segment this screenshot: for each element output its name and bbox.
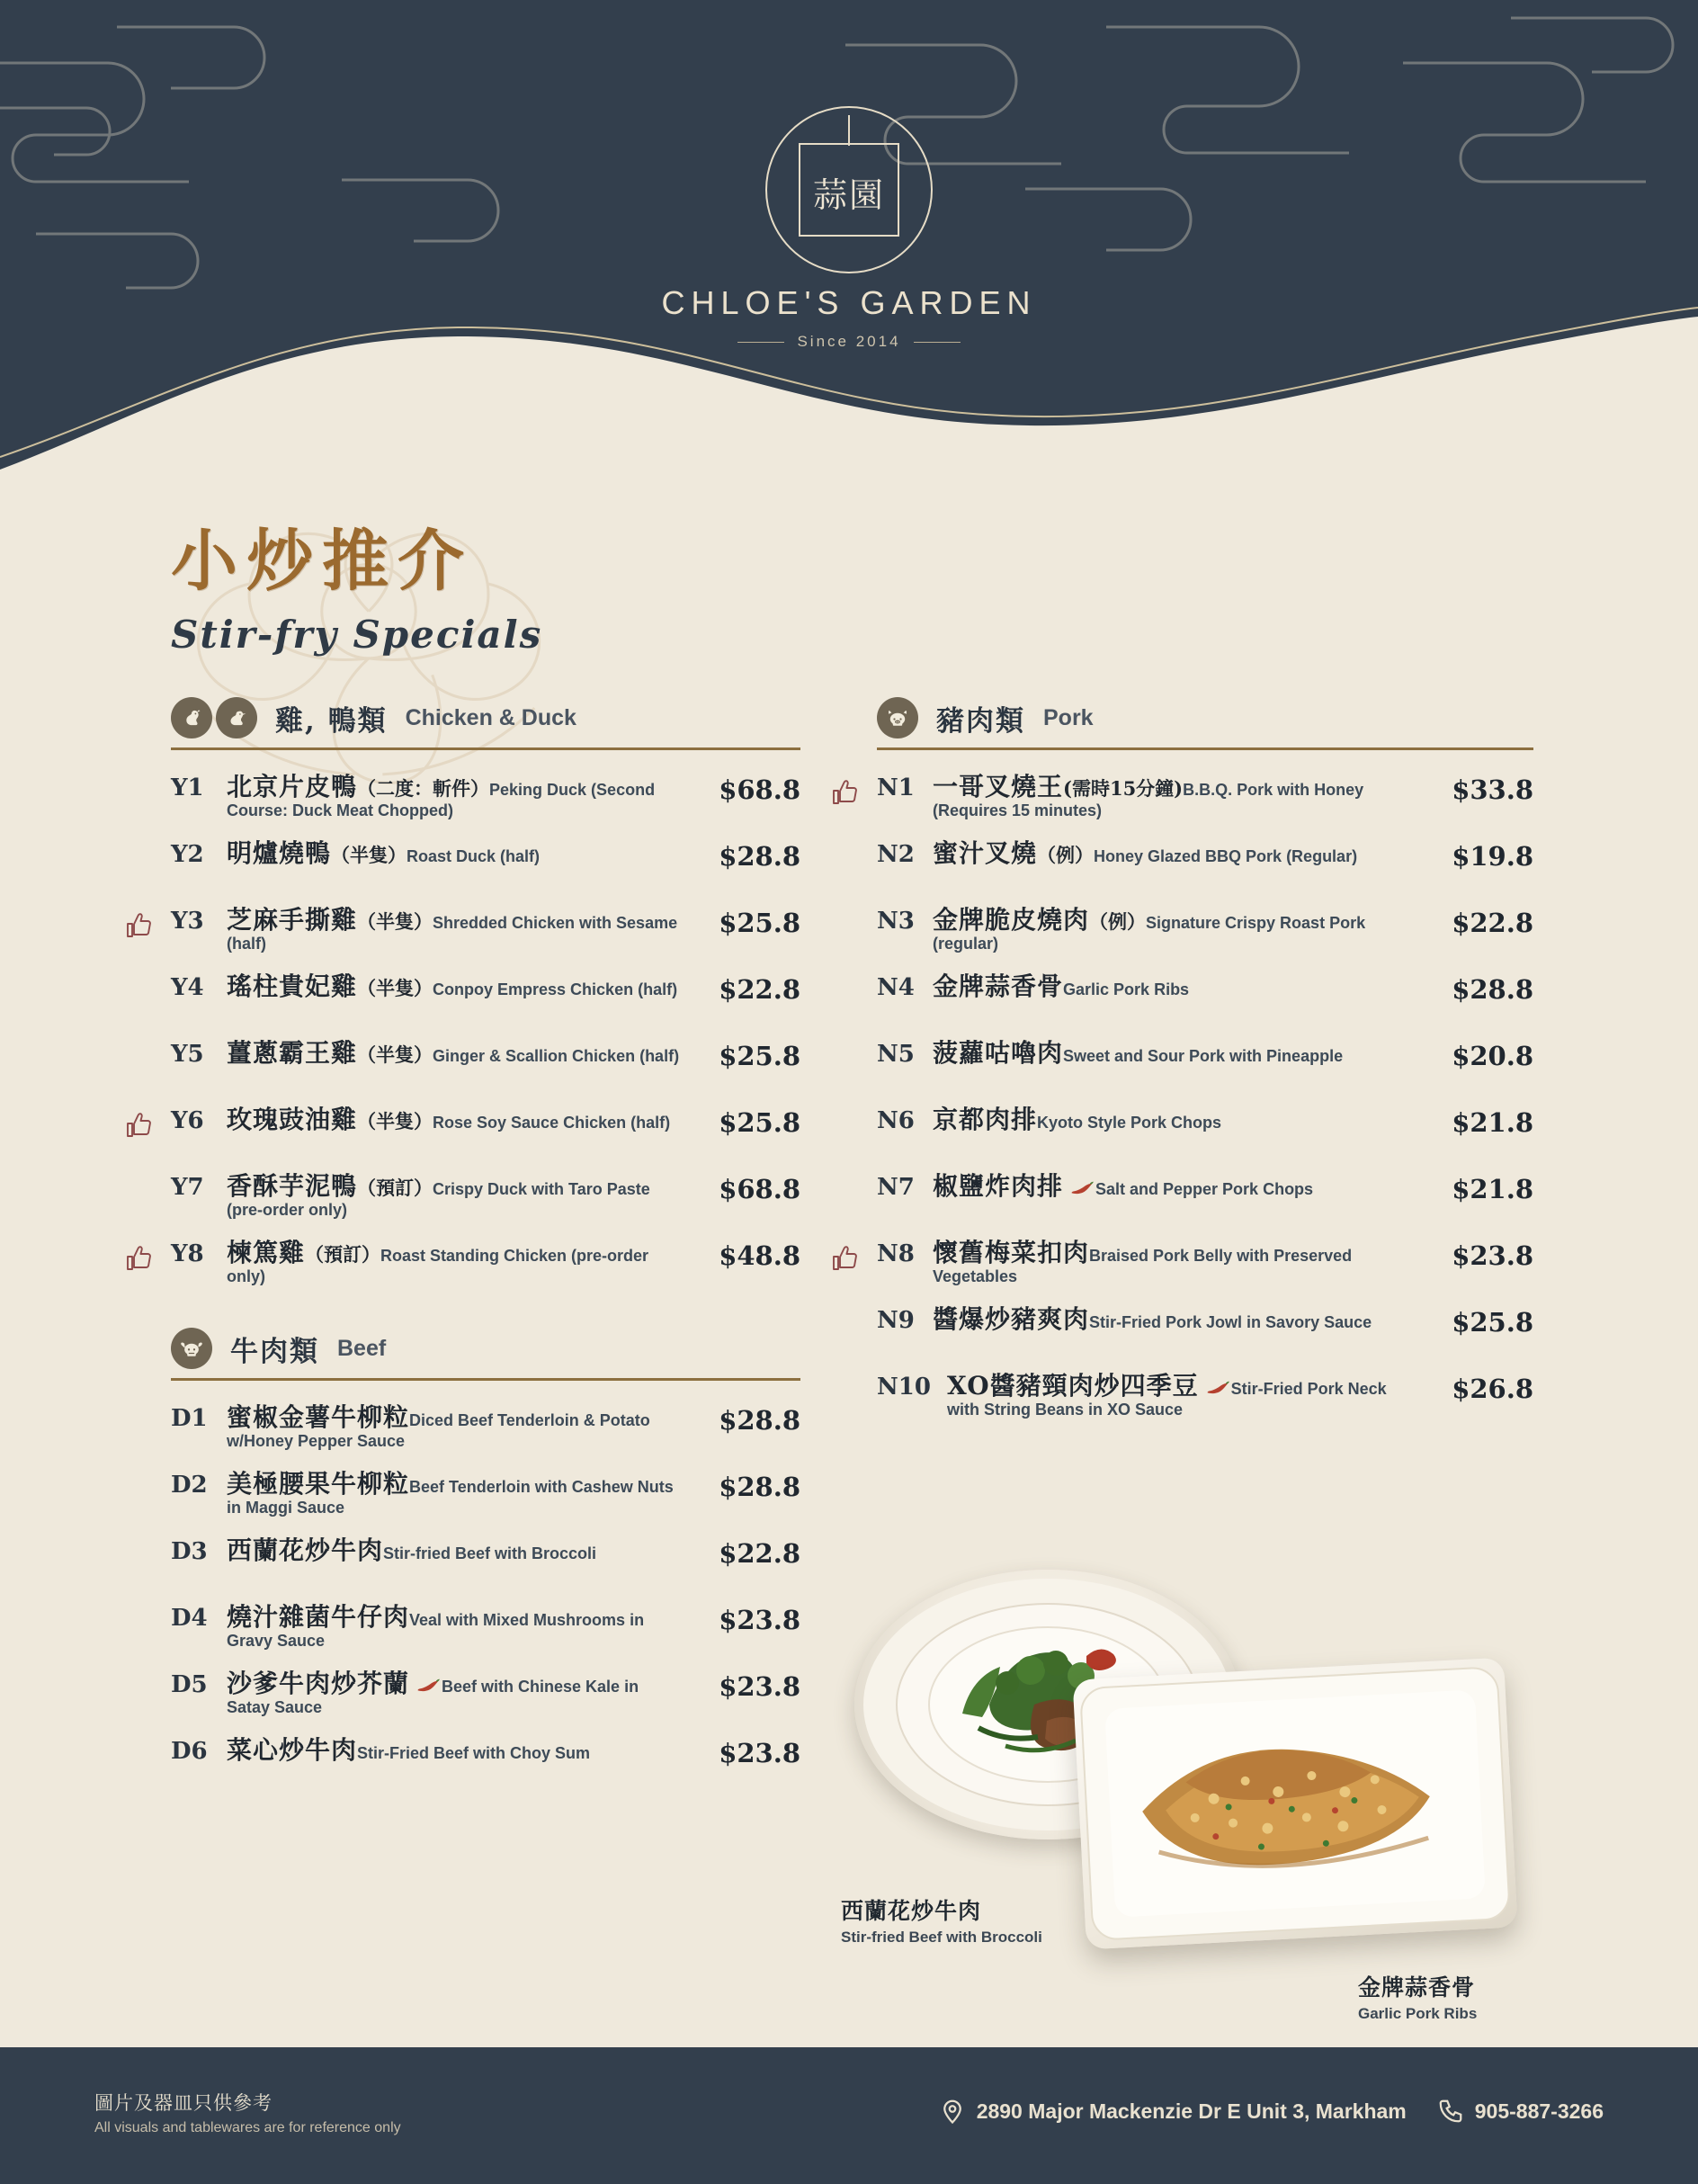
item-code: N9 <box>877 1307 915 1334</box>
menu-item[interactable] <box>877 1231 1533 1297</box>
item-code: Y1 <box>171 774 204 801</box>
item-names <box>227 1039 694 1068</box>
item-names <box>227 1403 694 1452</box>
section-pork <box>877 697 1533 1430</box>
item-price: $28.8 <box>719 1405 800 1436</box>
item-name-cn: 美極腰果牛柳粒 <box>227 1469 410 1499</box>
item-code: D1 <box>171 1405 208 1432</box>
section-title-cn: 豬肉類 <box>936 704 1025 738</box>
item-code: N3 <box>877 908 915 935</box>
item-names <box>933 773 1427 821</box>
item-price: $28.8 <box>719 1472 800 1502</box>
logo-icon <box>765 106 933 273</box>
item-price: $23.8 <box>719 1671 800 1702</box>
item-name-en: Diced Beef Tenderloin & Potato w/Honey Pepper Sauce <box>227 1411 650 1451</box>
phone-icon <box>1437 2098 1464 2125</box>
caption-cn: 金牌蒜香骨 <box>1358 1974 1476 2001</box>
menu-item[interactable] <box>171 1031 800 1097</box>
item-names <box>933 1105 1427 1134</box>
item-code: D4 <box>171 1605 208 1632</box>
item-name-en: Crispy Duck with Taro Paste (pre-order only) <box>227 1180 650 1220</box>
spicy-chili-icon <box>1068 1180 1095 1196</box>
menu-item[interactable] <box>171 1528 800 1595</box>
item-name-en: Beef Tenderloin with Cashew Nuts in Maggi Sauce <box>227 1478 674 1517</box>
item-price: $33.8 <box>1452 774 1533 805</box>
item-name-en: B.B.Q. Pork with Honey (Requires 15 minutes) <box>933 781 1364 820</box>
menu-header <box>0 0 1698 477</box>
item-name-cn: 楝篤雞（預訂） <box>227 1238 381 1267</box>
brand-block <box>0 106 1698 351</box>
item-price: $26.8 <box>1452 1374 1533 1404</box>
item-name-cn: 蜜椒金薯牛柳粒 <box>227 1402 410 1432</box>
menu-item[interactable] <box>171 1097 800 1164</box>
item-name-cn: 菜心炒牛肉 <box>227 1735 358 1765</box>
section-header <box>171 697 800 747</box>
item-names <box>227 1669 694 1718</box>
item-name-cn: 薑蔥霸王雞（半隻） <box>227 1038 433 1068</box>
item-price: $19.8 <box>1452 841 1533 872</box>
item-code: Y4 <box>171 974 204 1001</box>
item-names <box>227 1603 694 1651</box>
logo-glyph: 蒜園 <box>799 143 899 237</box>
left-column <box>171 697 800 1795</box>
menu-item[interactable] <box>171 1462 800 1528</box>
item-name-cn: XO醬豬頸肉炒四季豆 <box>947 1371 1231 1401</box>
item-name-cn: 京都肉排 <box>933 1105 1038 1134</box>
item-name-en: Veal with Mixed Mushrooms in Gravy Sauce <box>227 1611 645 1651</box>
item-name-cn: 燒汁雜菌牛仔肉 <box>227 1602 410 1632</box>
broccoli-beef-caption <box>841 1893 1042 1947</box>
item-names <box>933 1172 1427 1201</box>
caption-cn: 西蘭花炒牛肉 <box>841 1898 982 1924</box>
item-name-cn: 瑤柱貴妃雞（半隻） <box>227 971 433 1001</box>
menu-footer <box>0 2047 1698 2184</box>
item-code: D2 <box>171 1472 208 1499</box>
item-names <box>933 1039 1427 1068</box>
item-price: $23.8 <box>719 1738 800 1768</box>
recommended-thumbs-up-icon <box>830 779 861 806</box>
brand-since <box>0 333 1698 351</box>
section-rule <box>171 1378 800 1381</box>
item-name-en: Conpoy Empress Chicken (half) <box>433 980 678 998</box>
menu-item[interactable] <box>171 1595 800 1661</box>
item-price: $25.8 <box>719 908 800 938</box>
menu-item[interactable] <box>877 898 1533 964</box>
recommended-thumbs-up-icon <box>124 1245 155 1272</box>
item-name-cn: 一哥叉燒王(需時15分鐘) <box>933 772 1184 801</box>
caption-en: Garlic Pork Ribs <box>1358 2005 1478 2022</box>
menu-item[interactable] <box>171 765 800 831</box>
item-price: $22.8 <box>1452 908 1533 938</box>
item-name-en: Ginger & Scallion Chicken (half) <box>433 1047 680 1065</box>
page-title <box>171 508 542 657</box>
item-code: N6 <box>877 1107 915 1134</box>
right-column <box>877 697 1533 1430</box>
duck-icon <box>216 697 257 738</box>
item-name-en: Stir-fried Beef with Broccoli <box>383 1544 597 1562</box>
spicy-chili-icon <box>1204 1380 1231 1396</box>
item-name-cn: 芝麻手撕雞（半隻） <box>227 905 433 935</box>
item-names <box>933 972 1427 1001</box>
item-code: D6 <box>171 1738 208 1765</box>
item-name-cn: 香酥芋泥鴨（預訂） <box>227 1171 433 1201</box>
section-rule <box>877 747 1533 750</box>
disclaimer-cn: 圖片及器皿只供參考 <box>94 2092 273 2114</box>
item-code: N1 <box>877 774 915 801</box>
address-text: 2890 Major Mackenzie Dr E Unit 3, Markham <box>976 2099 1407 2123</box>
item-code: Y8 <box>171 1240 204 1267</box>
address-block <box>939 2098 1407 2125</box>
garlic-pork-ribs-caption <box>1358 1970 1477 2023</box>
item-name-cn: 明爐燒鴨（半隻） <box>227 838 407 868</box>
cow-icon <box>171 1328 212 1369</box>
menu-item[interactable] <box>877 1097 1533 1164</box>
item-name-en: Roast Standing Chicken (pre-order only) <box>227 1247 649 1286</box>
menu-item[interactable] <box>877 765 1533 831</box>
item-price: $23.8 <box>719 1605 800 1635</box>
item-name-cn: 菠蘿咕嚕肉 <box>933 1038 1064 1068</box>
item-price: $28.8 <box>1452 974 1533 1005</box>
item-name-en: Stir-Fried Beef with Choy Sum <box>357 1744 591 1762</box>
spicy-chili-icon <box>415 1678 442 1694</box>
item-code: N7 <box>877 1174 915 1201</box>
item-name-cn: 西蘭花炒牛肉 <box>227 1535 384 1565</box>
menu-item[interactable] <box>171 1661 800 1728</box>
photo-group <box>841 1561 1565 2022</box>
item-code: N5 <box>877 1041 915 1068</box>
item-price: $22.8 <box>719 1538 800 1569</box>
recommended-thumbs-up-icon <box>830 1245 861 1272</box>
item-code: N2 <box>877 841 915 868</box>
item-code: N4 <box>877 974 915 1001</box>
item-name-en: Stir-Fried Pork Neck with String Beans in XO Sauce <box>947 1380 1387 1419</box>
item-name-en: Shredded Chicken with Sesame (half) <box>227 914 678 953</box>
brand-name: CHLOE'S GARDEN <box>661 284 1037 321</box>
item-names <box>227 1536 694 1565</box>
section-beef <box>171 1328 800 1795</box>
recommended-thumbs-up-icon <box>124 912 155 939</box>
item-code: Y2 <box>171 841 204 868</box>
item-price: $28.8 <box>719 841 800 872</box>
page-title-cn: 小炒推介 <box>171 523 473 600</box>
menu-item[interactable] <box>877 831 1533 898</box>
item-name-cn: 椒鹽炸肉排 <box>933 1171 1095 1201</box>
item-name-cn: 蜜汁叉燒（例） <box>933 838 1095 868</box>
item-name-en: Salt and Pepper Pork Chops <box>1095 1180 1314 1198</box>
item-price: $68.8 <box>719 1174 800 1204</box>
section-title-en: Pork <box>1043 704 1094 730</box>
item-name-cn: 懷舊梅菜扣肉 <box>933 1238 1090 1267</box>
item-price: $21.8 <box>1452 1174 1533 1204</box>
item-name-en: Rose Soy Sauce Chicken (half) <box>433 1114 671 1132</box>
item-name-cn: 金牌蒜香骨 <box>933 971 1064 1001</box>
item-name-en: Stir-Fried Pork Jowl in Savory Sauce <box>1089 1313 1372 1331</box>
item-names <box>227 839 694 868</box>
item-names <box>227 1239 694 1287</box>
footer-contact <box>939 2098 1604 2125</box>
item-code: D5 <box>171 1671 208 1698</box>
menu-item[interactable] <box>171 1164 800 1231</box>
item-name-en: Garlic Pork Ribs <box>1063 980 1190 998</box>
item-name-en: Sweet and Sour Pork with Pineapple <box>1063 1047 1344 1065</box>
item-code: D3 <box>171 1538 208 1565</box>
item-names <box>933 906 1427 954</box>
item-names <box>227 1736 694 1765</box>
phone-block[interactable] <box>1437 2098 1604 2125</box>
item-names <box>227 1470 694 1518</box>
section-header <box>877 697 1533 747</box>
section-header <box>171 1328 800 1378</box>
item-name-en: Beef with Chinese Kale in Satay Sauce <box>227 1678 639 1717</box>
item-code: N10 <box>877 1374 931 1401</box>
item-price: $25.8 <box>719 1107 800 1138</box>
item-name-en: Braised Pork Belly with Preserved Vegetables <box>933 1247 1353 1286</box>
section-chicken-duck <box>171 697 800 1297</box>
garlic-pork-ribs-food <box>1072 1658 1517 1950</box>
item-name-en: Honey Glazed BBQ Pork (Regular) <box>1094 847 1358 865</box>
item-code: Y5 <box>171 1041 204 1068</box>
item-price: $68.8 <box>719 774 800 805</box>
section-title-en: Beef <box>337 1335 387 1361</box>
item-name-cn: 玫瑰豉油雞（半隻） <box>227 1105 433 1134</box>
menu-item[interactable] <box>171 1395 800 1462</box>
chicken-icon <box>171 697 212 738</box>
item-price: $22.8 <box>719 974 800 1005</box>
item-price: $23.8 <box>1452 1240 1533 1271</box>
menu-item[interactable] <box>877 1164 1533 1231</box>
item-names <box>933 1239 1427 1287</box>
item-name-en: Peking Duck (Second Course: Duck Meat Chopped) <box>227 781 656 820</box>
item-name-cn: 醬爆炒豬爽肉 <box>933 1304 1090 1334</box>
menu-item[interactable] <box>171 964 800 1031</box>
item-name-en: Signature Crispy Roast Pork (regular) <box>933 914 1366 953</box>
menu-item[interactable] <box>171 1728 800 1795</box>
item-code: Y7 <box>171 1174 204 1201</box>
item-price: $21.8 <box>1452 1107 1533 1138</box>
item-names <box>933 839 1427 868</box>
caption-en: Stir-fried Beef with Broccoli <box>841 1929 1042 1946</box>
menu-item[interactable] <box>171 831 800 898</box>
location-pin-icon <box>939 2098 966 2125</box>
item-name-en: Roast Duck (half) <box>407 847 541 865</box>
item-price: $25.8 <box>1452 1307 1533 1338</box>
garlic-pork-ribs-photo <box>1072 1658 1517 1950</box>
item-names <box>933 1305 1427 1334</box>
disclaimer-en: All visuals and tablewares are for reference only <box>94 2120 401 2135</box>
item-code: Y6 <box>171 1107 204 1134</box>
menu-item[interactable] <box>877 964 1533 1031</box>
page-title-en: Stir-fry Specials <box>171 613 543 657</box>
section-title-en: Chicken & Duck <box>405 704 576 730</box>
item-names <box>227 906 694 954</box>
item-price: $20.8 <box>1452 1041 1533 1071</box>
item-names <box>227 972 694 1001</box>
item-code: Y3 <box>171 908 204 935</box>
item-name-cn: 金牌脆皮燒肉（例） <box>933 905 1147 935</box>
section-title-cn: 牛肉類 <box>230 1335 319 1368</box>
item-names <box>227 1172 694 1221</box>
item-names <box>947 1372 1427 1420</box>
footer-disclaimer <box>94 2089 401 2136</box>
item-name-cn: 沙爹牛肉炒芥蘭 <box>227 1669 442 1698</box>
item-price: $48.8 <box>719 1240 800 1271</box>
menu-item[interactable] <box>877 1364 1533 1430</box>
item-names <box>227 773 694 821</box>
menu-item[interactable] <box>171 1231 800 1297</box>
brand-since-text: Since 2014 <box>797 333 901 350</box>
recommended-thumbs-up-icon <box>124 1112 155 1139</box>
menu-item[interactable] <box>877 1031 1533 1097</box>
item-name-en: Kyoto Style Pork Chops <box>1037 1114 1222 1132</box>
section-rule <box>171 747 800 750</box>
section-title-cn: 雞, 鴨類 <box>275 704 388 738</box>
item-code: N8 <box>877 1240 915 1267</box>
phone-text: 905-887-3266 <box>1474 2099 1604 2123</box>
item-name-cn: 北京片皮鴨（二度：斬件） <box>227 772 490 801</box>
menu-item[interactable] <box>877 1297 1533 1364</box>
pig-icon <box>877 697 918 738</box>
item-names <box>227 1105 694 1134</box>
menu-item[interactable] <box>171 898 800 964</box>
item-price: $25.8 <box>719 1041 800 1071</box>
